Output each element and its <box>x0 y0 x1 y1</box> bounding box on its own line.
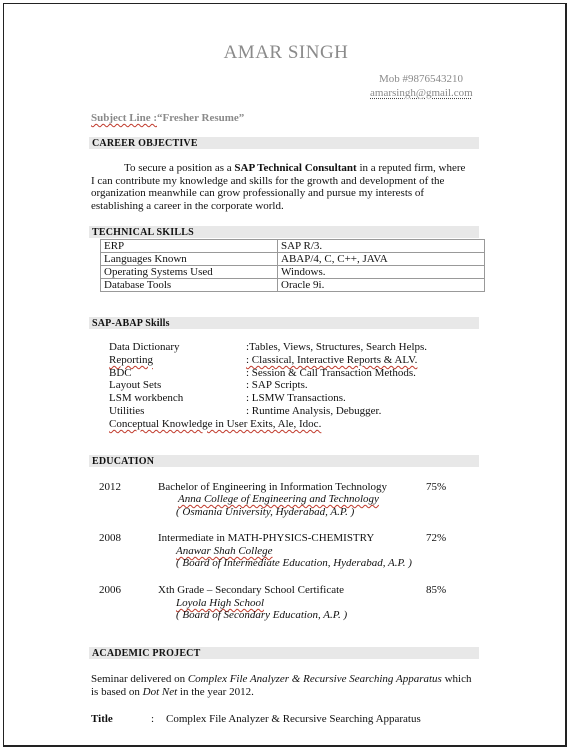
project-title-value: Complex File Analyzer & Recursive Searching Apparatus <box>166 713 421 725</box>
career-objective-text <box>91 162 481 212</box>
sap-skill-value: : LSMW Transactions. <box>246 392 346 405</box>
education-year: 2006 <box>99 584 121 596</box>
skill-value: SAP R/3. <box>278 240 485 253</box>
mobile-number: Mob #9876543210 <box>379 73 464 85</box>
sap-skill-label: Data Dictionary <box>109 341 180 353</box>
list-item <box>109 379 321 392</box>
project-topic: Complex File Analyzer & Recursive Searching Apparatus <box>187 673 442 685</box>
table-row <box>101 253 485 266</box>
sap-abap-heading: SAP-ABAP Skills <box>89 317 479 329</box>
education-degree <box>158 481 387 493</box>
objective-line-1 <box>91 162 481 175</box>
institution-text: Loyola High School <box>176 597 264 609</box>
institution-text: Anna College of Engineering and Technology <box>178 493 379 505</box>
candidate-name: AMAR SINGH <box>223 42 349 63</box>
table-row <box>101 279 485 292</box>
education-heading: EDUCATION <box>89 455 479 467</box>
objective-role: SAP Technical Consultant <box>234 162 357 174</box>
education-board <box>176 506 354 518</box>
board-text: ( Board of Secondary Education, A.P. ) <box>176 609 348 621</box>
education-degree: Intermediate in MATH-PHYSICS-CHEMISTRY <box>158 532 375 544</box>
skill-value: ABAP/4, C, C++, JAVA <box>278 253 485 266</box>
institution-text: Anawar Shah College <box>176 545 273 557</box>
skill-value: Oracle 9i. <box>278 279 485 292</box>
education-year: 2012 <box>99 481 121 493</box>
education-score: 75% <box>426 481 447 493</box>
education-board <box>176 609 347 621</box>
project-line-2-pre: is based on <box>91 685 143 698</box>
education-score: 72% <box>426 532 447 544</box>
list-item <box>109 353 418 367</box>
skill-value: Windows. <box>278 266 485 279</box>
list-item <box>109 341 428 354</box>
conceptual-knowledge: Conceptual Knowledge in User Exits, Ale, Idoc. <box>109 417 322 430</box>
project-title-label: Title <box>91 713 113 725</box>
project-title-colon: : <box>151 713 155 725</box>
board-text: ( Board of Intermediate Education, Hyderabad, A.P. ) <box>176 557 412 569</box>
objective-line-4: establishing a career in the corporate world. <box>91 199 284 212</box>
sap-skill-label: Layout Sets <box>109 379 162 392</box>
sap-skill-value: : Runtime Analysis, Debugger. <box>246 404 382 417</box>
skill-label: Operating Systems Used <box>101 266 278 279</box>
skill-label: Database Tools <box>101 279 278 292</box>
objective-line-1-post: in a reputed firm, where <box>356 162 466 174</box>
technical-skills-table <box>100 239 485 292</box>
list-item <box>109 404 382 418</box>
subject-line <box>91 112 244 124</box>
subject-label: Subject Line : <box>91 112 157 124</box>
skill-label: ERP <box>101 240 278 253</box>
project-line-2 <box>91 686 481 699</box>
education-degree: Xth Grade – Secondary School Certificate <box>158 584 345 596</box>
sap-skill-label: BDC <box>109 366 132 379</box>
academic-project-text <box>91 673 481 698</box>
education-score: 85% <box>426 584 447 596</box>
education-institution <box>176 545 273 557</box>
project-line-1-post: which <box>441 673 472 685</box>
sap-skill-value: : Session & Call Transaction Methods. <box>246 366 416 379</box>
sap-skill-value: : Classical, Interactive Reports & ALV. <box>246 353 418 366</box>
education-year: 2008 <box>99 532 121 544</box>
education-board <box>176 557 412 569</box>
table-row <box>101 240 485 253</box>
project-line-2-post: in the year 2012. <box>177 685 254 698</box>
sap-skill-label: Reporting <box>109 353 153 366</box>
email-link[interactable]: amarsingh@gmail.com <box>370 87 473 99</box>
career-objective-heading: CAREER OBJECTIVE <box>89 137 479 149</box>
objective-line-1-pre: To secure a position as a <box>124 162 235 174</box>
sap-skill-label: Utilities <box>109 404 145 417</box>
sap-skill-label: LSM workbench <box>109 392 184 405</box>
project-line-1 <box>91 673 481 686</box>
list-item <box>109 392 346 405</box>
list-item <box>109 366 416 380</box>
list-item <box>109 418 321 431</box>
subject-value: “Fresher Resume” <box>157 112 245 124</box>
objective-line-3: organization meanwhile can grow professionally and pursue my interests of <box>91 187 425 199</box>
table-row <box>101 266 485 279</box>
board-text: ( Osmania University, Hyderabad, A.P. ) <box>176 506 355 518</box>
skill-label: Languages Known <box>101 253 278 266</box>
academic-project-heading: ACADEMIC PROJECT <box>89 647 479 659</box>
sap-skills-list <box>109 341 428 431</box>
education-institution <box>176 597 264 609</box>
project-line-1-pre: Seminar delivered on <box>91 673 188 685</box>
project-technology: Dot Net <box>142 685 178 698</box>
sap-skill-value: : SAP Scripts. <box>246 379 308 392</box>
education-institution <box>178 493 379 505</box>
degree-text: Bachelor of Engineering in Information Technology <box>158 481 388 493</box>
objective-line-2: I can contribute my knowledge and skills for the growth and development of the <box>91 174 445 187</box>
technical-skills-heading: TECHNICAL SKILLS <box>89 226 479 238</box>
sap-skill-value: :Tables, Views, Structures, Search Helps. <box>246 341 428 353</box>
